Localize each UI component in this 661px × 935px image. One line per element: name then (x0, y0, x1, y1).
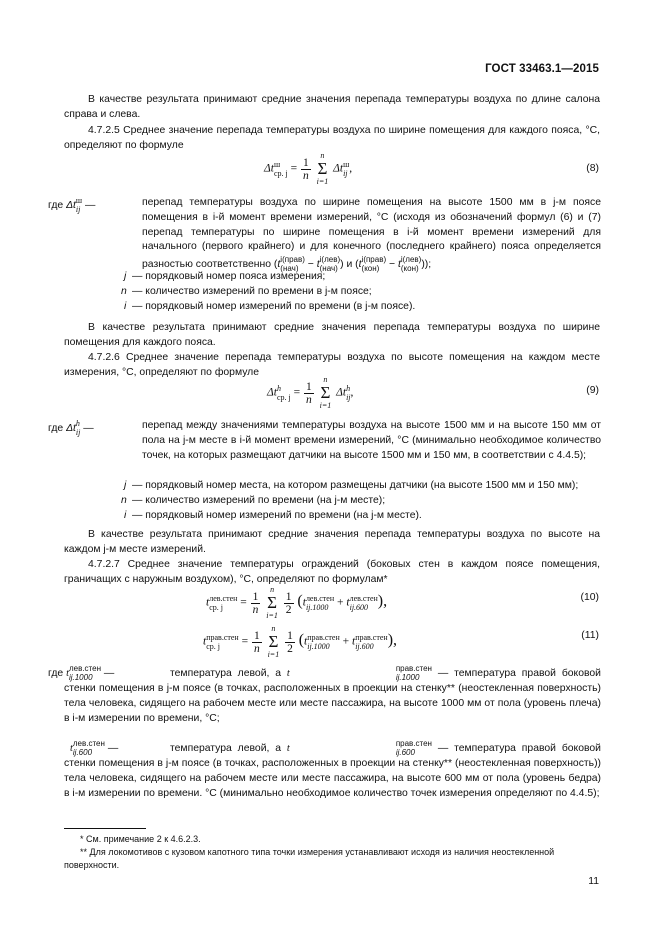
paragraph-result-height: В качестве результата принимают средние значения перепада температуры воздуха по высоте на каждом j-м месте измерений. (64, 529, 600, 555)
def9-n-text: — количество измерений по времени (на j-м месте); (132, 495, 386, 506)
def10-term-left-600: t лев.стен ij.600 — (70, 739, 119, 757)
paragraph-result-length: В качестве результата принимают средние значения перепада температуры воздуха по длине салона справа и слева. (64, 94, 600, 120)
formula-8: Δt ш ср. j = $\frac{1}{n}$ n Σ i=1 Δt ш ij , (264, 151, 353, 186)
paragraph-4-7-2-6: 4.7.2.6 Среднее значение перепада температуры воздуха по высоте помещения на каждом месте измерения, °С, определяют по формуле (64, 352, 600, 378)
def10-left-right-600-text: температура левой, а t прав.стен ij.600 — температура правой боковой стенки помещения в j-м поясе (в точках, расположенных в проекции на стенку** (неостекленная поверхность)) тела человека, сидящего на рабочем месте или месте пассажира, на высоте 600 мм от пола (уровень бедра) в i-м измерении по времени. °С (минимально необходимое количество точек измерения определяют по 4.4.5); (64, 739, 601, 799)
def8-i-text: — порядковый номер измерений по времени (в j-м поясе). (132, 301, 416, 312)
def8-term-j: j (124, 271, 127, 282)
page-number: 11 (588, 876, 599, 887)
def8-delta-t-text: перепад температуры воздуха по ширине помещения на высоте 1500 мм в j-м поясе помещения в i-й момент времени измерений, °С (исходя из обозначений формул (6) и (7) перепад температуры по ширине помещения в i-й момент времени измерений для начального (первого крайнего) и для конечного (последнего крайнего) пояса определяется разностью соответственно (t i(прав) (нач) − t i(лев) (нач) ) и (t i(прав) (кон) − t i(лев) (кон) )); (142, 197, 601, 274)
formula-8-number: (8) (586, 163, 599, 174)
formula-10-number: (10) (580, 592, 599, 603)
formula-10: t лев.стен ср. j = $\frac{1}{n}$ n Σ i=1 $\frac{1}{2}$ (t лев.стен ij.1000 + t лев.стен ij.600 ), (206, 585, 388, 620)
def8-j-text: — порядковый номер пояса измерения; (132, 271, 326, 282)
formula-9-number: (9) (586, 385, 599, 396)
def9-delta-t-text: перепад между значениями температуры воздуха на высоте 1500 мм и на высоте 150 мм от пола на j-м месте в i-й момент времени измерений, °С (минимально необходимое количество точек, на которых размещают датчики на высоте 1500 мм и 150 мм, в соответствии с 4.4.5); (142, 420, 601, 461)
paragraph-result-width: В качестве результата принимают средние значения перепада температуры воздуха по ширине помещения для каждого пояса. (64, 322, 600, 348)
paragraph-4-7-2-5: 4.7.2.5 Среднее значение перепада температуры воздуха по ширине помещения для каждого пояса, °С, определяют по формуле (64, 125, 600, 151)
def8-n-text: — количество измерений по времени в j-м поясе; (132, 286, 372, 297)
def8-term-n: n (121, 286, 127, 297)
document-code-header: ГОСТ 33463.1—2015 (485, 63, 599, 75)
footnote-1: * См. примечание 2 к 4.6.2.3. (80, 834, 201, 844)
def9-term-delta-t: где Δt h ij — (48, 419, 94, 437)
def9-j-text: — порядковый номер места, на котором размещены датчики (на высоте 1500 мм и 150 мм); (132, 480, 579, 491)
def9-term-j: j (124, 480, 127, 491)
formula-11: t прав.стен ср. j = $\frac{1}{n}$ n Σ i=1 $\frac{1}{2}$ (t прав.стен ij.1000 + t прав.стен ij.600 ), (203, 624, 398, 659)
paragraph-4-7-2-7: 4.7.2.7 Среднее значение температуры ограждений (боковых стен в каждом поясе помещения, граничащих с наружным воздухом), °С, определяют по формулам* (64, 559, 600, 585)
def10-term-left-1000: где t лев.стен ij.1000 — (48, 664, 115, 682)
def9-i-text: — порядковый номер измерений по времени (на j-м месте). (132, 510, 422, 521)
footnote-2: ** Для локомотивов с кузовом капотного типа точки измерения устанавливают исходя из наличия неостекленной поверхности. (64, 847, 555, 870)
formula-11-number: (11) (581, 630, 599, 641)
formula-9: Δt h ср. j = $\frac{1}{n}$ n Σ i=1 Δt h ij , (267, 375, 354, 410)
def8-term-delta-t: где Δt ш ij — (48, 196, 96, 214)
def8-term-i: i (124, 301, 127, 312)
def9-term-i: i (124, 510, 127, 521)
def10-left-right-1000-text: температура левой, а t прав.стен ij.1000 — температура правой боковой стенки помещения в j-м поясе (в точках, расположенных в проекции на стенку** (неостекленная поверхность) тела человека, сидящего на рабочем месте или месте пассажира, на высоте 1000 мм от пола (уровень плеча) в i-м измерении по времени, °С; (64, 664, 601, 724)
def9-term-n: n (121, 495, 127, 506)
footnote-separator (64, 828, 146, 829)
